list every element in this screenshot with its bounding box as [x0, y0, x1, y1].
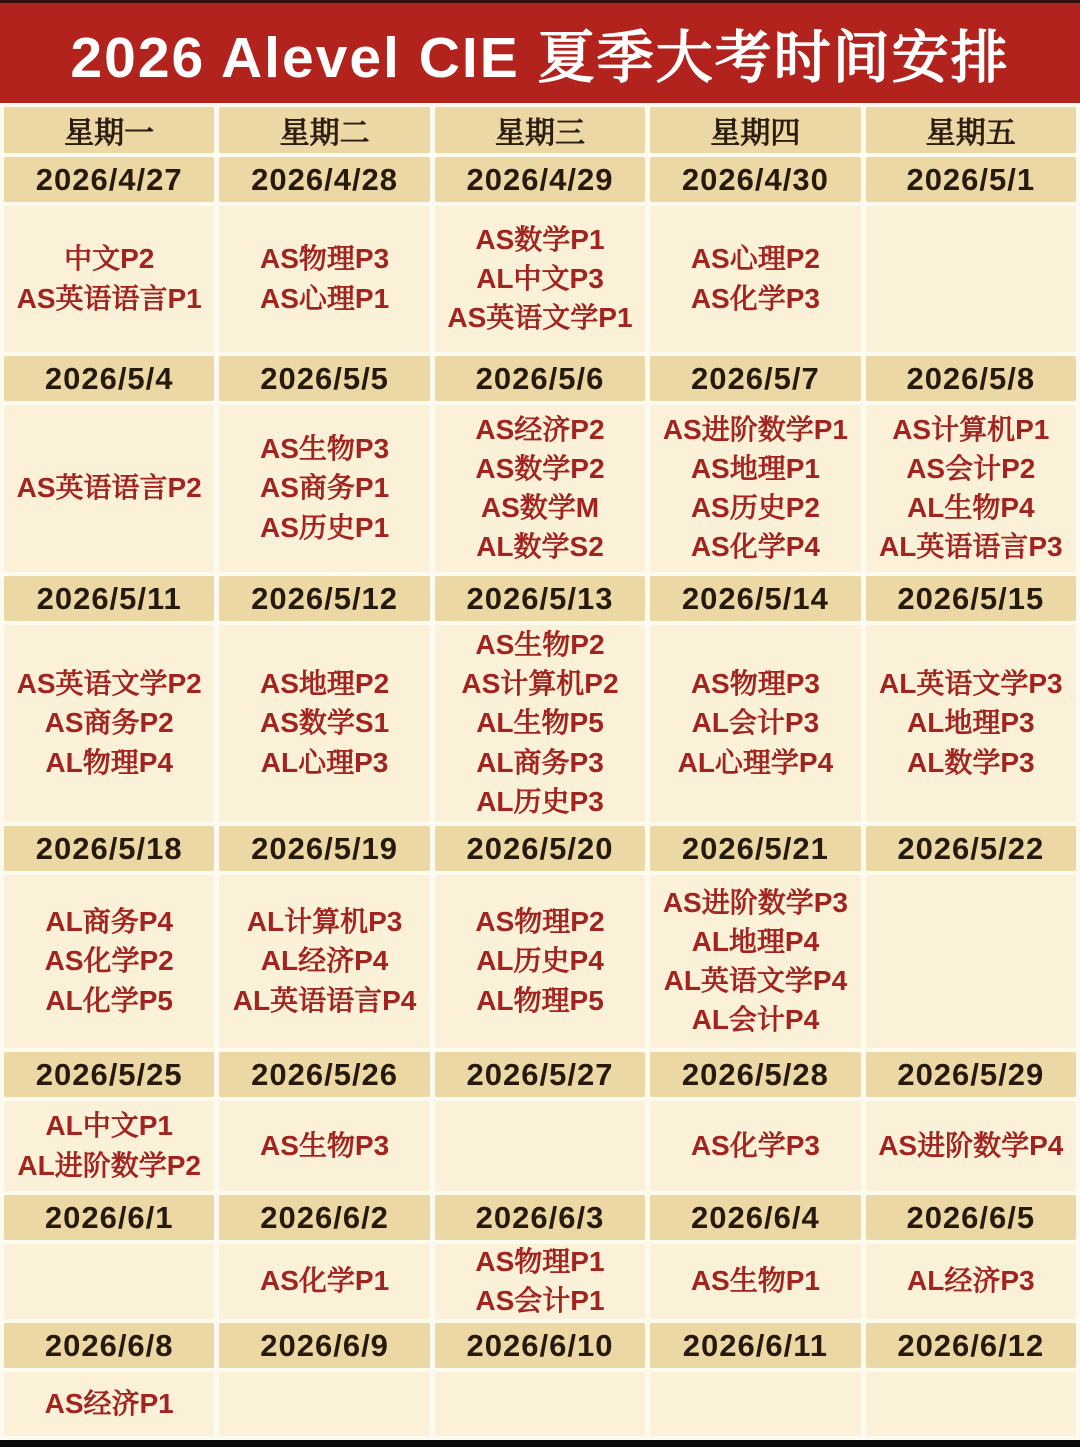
exam-cell: [4, 1244, 214, 1319]
date-cell: 2026/6/9: [219, 1323, 429, 1368]
exam-cell: [650, 1101, 860, 1191]
exam-item: AL会计P4: [691, 1004, 820, 1036]
exam-cell: [219, 405, 429, 572]
exam-item: AL物理P5: [476, 984, 604, 1016]
exam-cell: [4, 1101, 214, 1191]
exam-cell: [866, 1244, 1076, 1319]
exam-item: AS物理P3: [260, 243, 390, 275]
exam-item: AL进阶数学P2: [17, 1149, 201, 1181]
exam-cell: [866, 405, 1076, 572]
date-cell: 2026/5/15: [866, 576, 1076, 621]
date-cell: 2026/5/14: [650, 576, 860, 621]
exam-item: AS化学P3: [690, 282, 820, 314]
exam-item: AL经济P4: [260, 945, 389, 977]
exam-item: AL物理P4: [45, 746, 173, 778]
title-banner: [0, 0, 1080, 103]
exam-cell: [650, 206, 860, 352]
date-cell: 2026/5/12: [219, 576, 429, 621]
exam-item: AS数学P2: [475, 452, 605, 484]
exam-item: AL化学P5: [45, 984, 173, 1016]
date-cell: 2026/5/29: [866, 1052, 1076, 1097]
weekday-header-cell: 星期一: [4, 107, 214, 153]
date-cell: 2026/5/13: [435, 576, 645, 621]
date-cell: 2026/5/5: [219, 356, 429, 401]
exam-item: AS历史P1: [260, 511, 390, 543]
exam-item: AS生物P3: [260, 1129, 390, 1161]
exam-item: AS化学P2: [44, 945, 174, 977]
exam-item: AS数学M: [480, 492, 600, 523]
exam-cell: [435, 625, 645, 822]
exam-item: AL经济P3: [907, 1265, 1035, 1297]
exam-cell: [219, 625, 429, 822]
date-cell: 2026/5/18: [4, 826, 214, 871]
exam-item: AS心理P2: [690, 243, 820, 275]
exam-item: AS经济P1: [44, 1387, 174, 1419]
date-cell: 2026/5/4: [4, 356, 214, 401]
exam-cell: [219, 206, 429, 352]
exam-item: AL英语语言P4: [232, 984, 417, 1016]
date-cell: 2026/5/8: [866, 356, 1076, 401]
date-cell: 2026/5/19: [219, 826, 429, 871]
exam-item: AL数学P3: [907, 746, 1035, 778]
exam-item: AL英语文学P3: [879, 668, 1063, 700]
exam-cell: [219, 1101, 429, 1191]
exam-item: AL地理P3: [907, 707, 1035, 739]
exam-item: AS化学P1: [260, 1265, 390, 1297]
exam-cell: [219, 1372, 429, 1436]
date-cell: 2026/5/11: [4, 576, 214, 621]
exam-item: AS生物P1: [690, 1265, 820, 1297]
exam-cell: [219, 875, 429, 1048]
exam-item: AS计算机P1: [892, 413, 1050, 445]
date-cell: 2026/6/4: [650, 1195, 860, 1240]
exam-cell: [866, 206, 1076, 352]
exam-item: AS生物P2: [475, 629, 605, 661]
date-cell: 2026/5/27: [435, 1052, 645, 1097]
exam-cell: [435, 405, 645, 572]
date-cell: 2026/5/6: [435, 356, 645, 401]
exam-item: AL历史P3: [476, 785, 604, 817]
weekday-header-cell: 星期三: [435, 107, 645, 153]
exam-cell: [435, 206, 645, 352]
exam-cell: [435, 1101, 645, 1191]
date-cell: 2026/4/27: [4, 157, 214, 202]
exam-schedule-table: [0, 107, 1080, 1436]
date-cell: 2026/6/5: [866, 1195, 1076, 1240]
exam-cell: [866, 625, 1076, 822]
date-cell: 2026/6/3: [435, 1195, 645, 1240]
exam-cell: [866, 1372, 1076, 1436]
exam-item: AS物理P1: [475, 1245, 605, 1277]
date-cell: 2026/5/22: [866, 826, 1076, 871]
weekday-header-cell: 星期四: [650, 107, 860, 153]
exam-cell: [4, 875, 214, 1048]
exam-item: AS计算机P2: [461, 668, 619, 700]
exam-item: AS化学P4: [690, 531, 820, 563]
exam-item: AS英语语言P1: [16, 282, 202, 314]
exam-cell: [4, 405, 214, 572]
date-cell: 2026/6/12: [866, 1323, 1076, 1368]
exam-item: AL英语语言P3: [879, 531, 1063, 563]
exam-item: AS进阶数学P4: [878, 1129, 1064, 1161]
date-cell: 2026/5/1: [866, 157, 1076, 202]
exam-cell: [435, 1244, 645, 1319]
exam-cell: [650, 1372, 860, 1436]
exam-cell: [650, 405, 860, 572]
exam-item: AS进阶数学P1: [662, 413, 848, 445]
exam-item: AS商务P2: [44, 707, 174, 739]
date-cell: 2026/5/28: [650, 1052, 860, 1097]
exam-item: AS生物P3: [260, 433, 390, 465]
date-cell: 2026/5/21: [650, 826, 860, 871]
exam-item: AS会计P2: [906, 452, 1036, 484]
exam-item: AS化学P3: [690, 1129, 820, 1161]
exam-item: AL地理P4: [691, 925, 820, 957]
exam-item: AL商务P3: [476, 746, 604, 778]
exam-item: AL生物P5: [476, 707, 604, 739]
weekday-header-cell: 星期二: [219, 107, 429, 153]
date-cell: 2026/4/29: [435, 157, 645, 202]
date-cell: 2026/5/7: [650, 356, 860, 401]
exam-cell: [650, 1244, 860, 1319]
exam-item: AL数学S2: [476, 531, 604, 563]
date-cell: 2026/6/11: [650, 1323, 860, 1368]
exam-item: AL中文P1: [45, 1110, 173, 1142]
exam-cell: [650, 875, 860, 1048]
exam-item: AS英语文学P2: [16, 668, 202, 700]
exam-item: AS地理P2: [260, 668, 390, 700]
date-cell: 2026/4/28: [219, 157, 429, 202]
date-cell: 2026/5/26: [219, 1052, 429, 1097]
exam-item: AS心理P1: [260, 282, 390, 314]
exam-cell: [4, 206, 214, 352]
exam-item: AS数学S1: [260, 707, 390, 739]
weekday-header-cell: 星期五: [866, 107, 1076, 153]
exam-cell: [866, 875, 1076, 1048]
exam-cell: [650, 625, 860, 822]
exam-item: AS会计P1: [475, 1285, 605, 1316]
date-cell: 2026/5/25: [4, 1052, 214, 1097]
date-cell: 2026/5/20: [435, 826, 645, 871]
exam-item: AS地理P1: [690, 452, 820, 484]
exam-cell: [866, 1101, 1076, 1191]
exam-item: AL英语文学P4: [663, 965, 848, 996]
exam-cell: [4, 625, 214, 822]
exam-item: AS数学P1: [475, 223, 605, 255]
date-cell: 2026/6/1: [4, 1195, 214, 1240]
exam-cell: [435, 1372, 645, 1436]
exam-item: AL商务P4: [45, 906, 173, 938]
exam-item: AL心理学P4: [677, 746, 834, 778]
exam-item: AL中文P3: [476, 262, 604, 294]
date-cell: 2026/4/30: [650, 157, 860, 202]
date-cell: 2026/6/2: [219, 1195, 429, 1240]
exam-item: AS经济P2: [475, 413, 605, 445]
page-title: 2026 Alevel CIE 夏季大考时间安排: [70, 26, 1010, 90]
exam-item: AS物理P2: [475, 906, 605, 938]
exam-item: AS商务P1: [260, 472, 390, 504]
bottom-bar: [0, 1440, 1080, 1447]
date-cell: 2026/6/10: [435, 1323, 645, 1368]
exam-item: AL心理P3: [260, 746, 389, 778]
exam-item: AS进阶数学P3: [662, 886, 848, 918]
exam-item: AL会计P3: [691, 707, 820, 739]
date-cell: 2026/6/8: [4, 1323, 214, 1368]
exam-cell: [4, 1372, 214, 1436]
exam-item: AS英语文学P1: [447, 302, 633, 334]
exam-item: AL计算机P3: [246, 906, 403, 938]
exam-item: AL生物P4: [907, 492, 1035, 523]
exam-cell: [219, 1244, 429, 1319]
exam-item: AS历史P2: [690, 492, 820, 523]
exam-item: AS物理P3: [690, 668, 820, 700]
exam-item: 中文P2: [64, 243, 155, 275]
exam-cell: [435, 875, 645, 1048]
exam-item: AS英语语言P2: [16, 472, 202, 504]
exam-item: AL历史P4: [476, 945, 604, 977]
